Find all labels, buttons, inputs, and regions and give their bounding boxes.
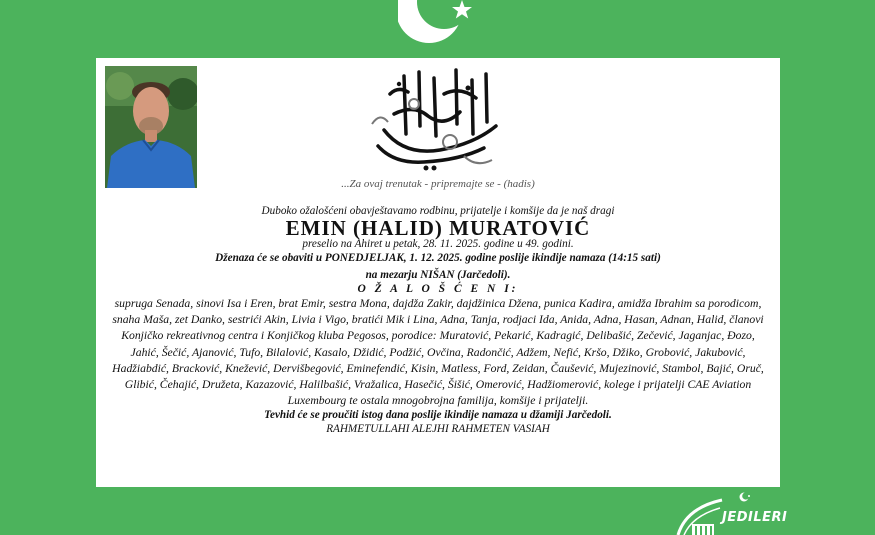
arabic-calligraphy-icon [364, 64, 514, 176]
cemetery-text: na mezarju NIŠAN (Jarčedoli). [365, 269, 511, 281]
jedileri-logo-icon [676, 488, 786, 535]
death-date-text: preselio na Ahiret u petak, 28. 11. 2025. godine u 49. godini. [302, 238, 574, 250]
mourners-heading: O Ž A L O Š Ć E N I: [357, 283, 519, 295]
closing-prayer: RAHMETULLAHI ALEJHI RAHMETEN VASIAH [326, 423, 550, 436]
deceased-name: EMIN (HALID) MURATOVIĆ [285, 216, 591, 240]
tevhid-text: Tevhid će se proučiti istog dana poslije ikindije namaza u džamiji Jarčedoli. [264, 409, 612, 422]
funeral-text: Dženaza će se obaviti u PONEDJELJAK, 1. 12. 2025. godine poslije ikindije namaza (14:15 sati) [215, 252, 661, 264]
mourners-list: supruga Senada, sinovi Isa i Eren, brat Emir, sestra Mona, dajdža Zakir, dajdžinica Džena, punica Kadira, amidža Ibrahim sa porodicom, snaha Maša, zet Danko, sestrići Akin, Livia i Vigo, bratići Mik i Lina, Adna, Tanja, rodjaci Ida, Anida, Adna, Hasan, Adnan, Halid, članovi Konjičko rekreativnog centra i Konjičkog kluba Pegosos, porodice: Muratović, Pekarić, Kadragić, Delibašić, Zečević, Jaganjac, Đozo, Jahić, Šečić, Ajanović, Tufo, Bilalović, Kasalo, Džidić, Podžić, Ovčina, Radončić, Adžem, Nefić, Kršo, Džiko, Grobović, Jakubović, Hadžiabdić, Bracković, Knežević, Dervišbegović, Eminefendić, Kisin, Matless, Ford, Zeidan, Čaušević, Mujezinović, Stambol, Bajić, Oruč, Glibić, Čehajić, Družeta, Kazazović, Halilbašić, Vražalica, Hasečić, Šišić, Omerović, Hadžiomerović, kolege i prijatelji CAE Aviation Luxembourg te ostala mnogobrojna familija, komšije i prijatelji. [112, 297, 764, 408]
obituary-card [96, 58, 780, 487]
crescent-and-star-icon [398, 0, 478, 52]
logo-text: JEDILERI [722, 510, 788, 525]
intro-text: Duboko ožalošćeni obavještavamo rodbinu, prijatelje i komšije da je naš dragi [261, 205, 615, 217]
hadith-quote: ...Za ovaj trenutak - pripremajte se - (hadis) [341, 178, 535, 190]
portrait-photo [105, 66, 197, 188]
obituary-body [106, 205, 770, 437]
